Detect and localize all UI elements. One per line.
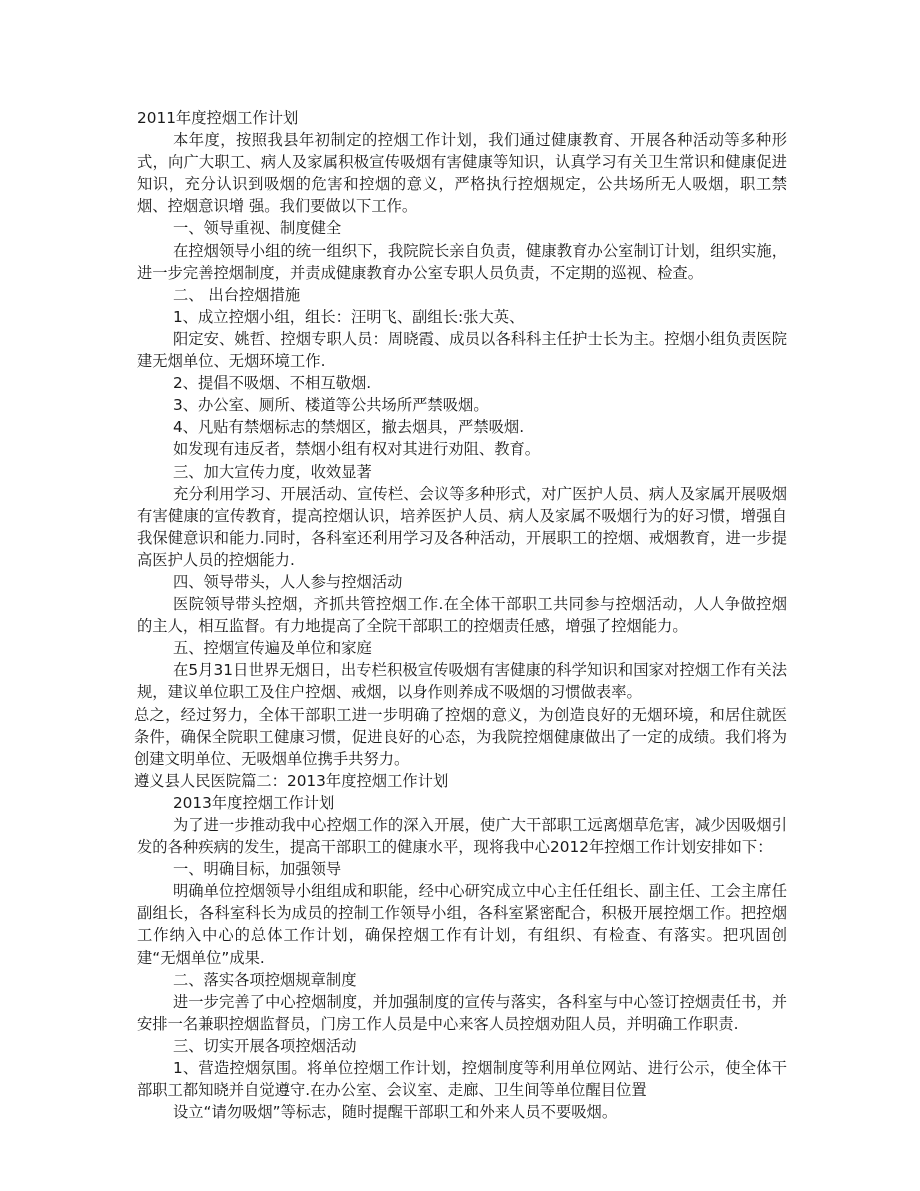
paragraph: 阳定安、姚哲、控烟专职人员：周晓霞、成员以各科科主任护士长为主。控烟小组负责医院建无烟单位、无烟环境工作. xyxy=(137,329,787,371)
paragraph: 设立“请勿吸烟”等标志，随时提醒干部职工和外来人员不要吸烟。 xyxy=(172,1103,618,1122)
section-heading: 一、领导重视、制度健全 xyxy=(172,219,342,238)
doc-title: 2011年度控烟工作计划 xyxy=(137,109,299,127)
list-item: 2、提倡不吸烟、不相互敬烟. xyxy=(172,374,372,393)
paragraph: 本年度，按照我县年初制定的控烟工作计划，我们通过健康教育、开展各种活动等多种形式，向广大职工、病人及家属积极宣传吸烟有害健康等知识，认真学习有关卫生常识和健康促进知识，充分认识到吸烟的危害和控烟的意义，严格执行控烟规定，公共场所无人吸烟，职工禁烟、控烟意识增 强。我们要做以下工作。 xyxy=(137,131,787,216)
section-heading: 三、切实开展各项控烟活动 xyxy=(172,1036,357,1055)
paragraph: 进一步完善了中心控烟制度，并加强制度的宣传与落实，各科室与中心签订控烟责任书，并安排一名兼职控烟监督员，门房工作人员是中心来客人员控烟劝阻人员，并明确工作职责. xyxy=(137,992,787,1033)
section-heading: 五、控烟宣传遍及单位和家庭 xyxy=(172,639,372,658)
paragraph: 为了进一步推动我中心控烟工作的深入开展，使广大干部职工远离烟草危害，减少因吸烟引发的各种疾病的发生，提高干部职工的健康水平，现将我中心2012年控烟工作计划安排如下： xyxy=(137,816,787,857)
section-heading: 二、落实各项控烟规章制度 xyxy=(172,970,357,989)
paragraph: 如发现有违反者，禁烟小组有权对其进行劝阻、教育。 xyxy=(172,440,541,459)
list-item: 1、成立控烟小组，组长：汪明飞、副组长:张大英、 xyxy=(172,307,525,326)
paragraph: 明确单位控烟领导小组组成和职能，经中心研究成立中心主任任组长、副主任、工会主席任副组长，各科室科长为成员的控制工作领导小组，各科室紧密配合，积极开展控烟工作。把控烟工作纳入中心的总体工作计划，确保控烟工作有计划，有组织、有检查、有落实。把巩固创建“无烟单位”成果. xyxy=(137,882,787,967)
section-heading: 二、 出台控烟措施 xyxy=(172,285,301,304)
section-heading: 一、明确目标，加强领导 xyxy=(172,860,342,879)
paragraph: 1、营造控烟氛围。将单位控烟工作计划，控烟制度等利用单位网站、进行公示，使全体干部职工都知晓并自觉遵守.在办公室、会议室、走廊、卫生间等单位醒目位置 xyxy=(137,1059,787,1100)
paragraph: 在控烟领导小组的统一组织下，我院院长亲自负责，健康教育办公室制订计划，组织实施，进一步完善控烟制度，并责成健康教育办公室专职人员负责，不定期的巡视、检查。 xyxy=(137,241,787,282)
section-heading: 四、领导带头，人人参与控烟活动 xyxy=(172,572,403,591)
section-heading: 三、加大宣传力度，收效显著 xyxy=(172,462,372,481)
paragraph: 在5月31日世界无烟日，出专栏积极宣传吸烟有害健康的科学知识和国家对控烟工作有关法规，建议单位职工及住户控烟、戒烟，以身作则养成不吸烟的习惯做表率。 xyxy=(137,661,787,702)
paragraph: 充分利用学习、开展活动、宣传栏、会议等多种形式，对广医护人员、病人及家属开展吸烟有害健康的宣传教育，提高控烟认识，培养医护人员、病人及家属不吸烟行为的好习惯，增强自我保健意识和能力.同时，各科室还利用学习及各种活动，开展职工的控烟、戒烟教育，进一步提高医护人员的控烟能力. xyxy=(137,484,787,569)
section-title: 遵义县人民医院篇二：2013年度控烟工作计划 xyxy=(134,771,449,790)
paragraph: 总之，经过努力，全体干部职工进一步明确了控烟的意义，为创造良好的无烟环境，和居住就医条件，确保全院职工健康习惯，促进良好的心态，为我院控烟健康做出了一定的成绩。我们将为创建文明单位、无吸烟单位携手共努力。 xyxy=(134,705,787,768)
paragraph: 医院领导带头控烟，齐抓共管控烟工作.在全体干部职工共同参与控烟活动，人人争做控烟的主人，相互监督。有力地提高了全院干部职工的控烟责任感，增强了控烟能力。 xyxy=(137,595,787,636)
doc-subtitle: 2013年度控烟工作计划 xyxy=(172,793,335,812)
list-item: 4、凡贴有禁烟标志的禁烟区，撤去烟具，严禁吸烟. xyxy=(172,418,525,437)
list-item: 3、办公室、厕所、楼道等公共场所严禁吸烟。 xyxy=(172,396,489,415)
document-page xyxy=(134,107,787,1123)
